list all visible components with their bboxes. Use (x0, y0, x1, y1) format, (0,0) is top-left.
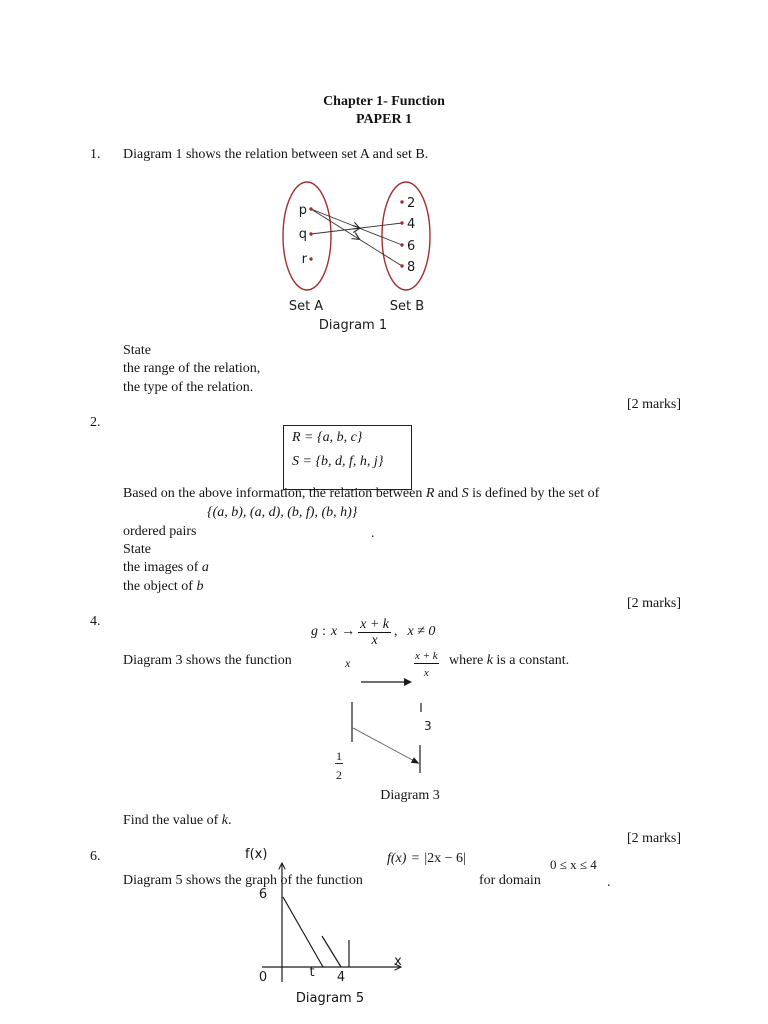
set-a-point (309, 232, 312, 235)
sets-box (283, 425, 412, 490)
question-text: . (227, 813, 232, 828)
relation-arrow-p-6 (311, 209, 402, 245)
diagram-3-caption: Diagram 3 (380, 788, 440, 803)
question-2-part (123, 579, 203, 595)
ordered-pairs-label: ordered pairs (123, 524, 197, 539)
x-tick-label: t (309, 965, 315, 980)
function-variable: x (330, 624, 338, 639)
question-variable: k (221, 813, 228, 828)
question-4-prompt: Diagram 3 shows the function (123, 653, 292, 668)
question-4-number: 4. (90, 614, 101, 629)
function-definition (311, 612, 435, 652)
diagram-5-graph (250, 858, 410, 986)
x-tick-label: 4 (336, 970, 346, 985)
question-2-part (123, 560, 209, 576)
set-a-point (309, 257, 312, 260)
statement-text: and (434, 486, 462, 501)
set-s-symbol: S (461, 486, 469, 501)
question-1-instruction: State (123, 343, 151, 358)
fraction-numerator: x + k (415, 650, 438, 662)
diagram-1 (270, 175, 440, 335)
set-b-ellipse (382, 182, 430, 290)
set-r-symbol: R (425, 486, 435, 501)
object-numerator: 1 (336, 749, 342, 763)
set-a-element: p (298, 203, 307, 218)
constant-variable: k (486, 653, 493, 668)
function-colon: : (322, 624, 326, 639)
diagram-5-caption: Diagram 5 (295, 991, 365, 1006)
domain-inequality: 0 ≤ x ≤ 4 (550, 857, 597, 872)
origin-label: 0 (258, 970, 268, 985)
set-a-element: r (301, 252, 307, 267)
ordered-pairs-set: {(a, b), (a, d), (b, f), (b, h)} (207, 505, 358, 520)
function-separator: , (393, 624, 398, 639)
set-b-point (400, 200, 403, 203)
set-b-point (400, 264, 403, 267)
relation-arrows (311, 209, 402, 266)
tail-text: is a constant. (492, 653, 570, 668)
statement-text: is defined by the set of (468, 486, 600, 501)
object-denominator: 2 (336, 768, 342, 782)
expression-lhs: f(x) (387, 851, 407, 866)
fraction-denominator: x (423, 667, 429, 679)
question-1-number: 1. (90, 147, 101, 162)
question-1-prompt: Diagram 1 shows the relation between set A and set B. (123, 147, 429, 162)
set-a-point (309, 207, 312, 210)
question-2-statement (123, 486, 599, 502)
function-condition: x ≠ 0 (407, 624, 436, 639)
y-tick-label: 6 (258, 887, 268, 902)
diagram-3 (330, 695, 440, 787)
set-s-definition: S = {b, d, f, h, j} (292, 454, 384, 469)
mapping-line (353, 728, 418, 763)
graph-segment-descending (283, 897, 323, 967)
function-name: g (311, 624, 318, 639)
question-1-part: the type of the relation. (123, 380, 254, 395)
question-2-instruction: State (123, 542, 151, 557)
mapping-arrow-icon (358, 676, 414, 688)
set-a-ellipse (283, 182, 331, 290)
question-text: Find the value of (123, 813, 222, 828)
question-4-marks: [2 marks] (626, 831, 681, 846)
question-2-number: 2. (90, 415, 101, 430)
set-r-definition: R = {a, b, c} (292, 430, 363, 445)
image-label: 3 (424, 719, 432, 733)
question-6-period: . (607, 875, 611, 890)
set-a-element: q (298, 227, 307, 242)
question-6-prompt: Diagram 5 shows the graph of the function (123, 873, 363, 888)
function-fraction (358, 617, 391, 648)
tail-text: where (449, 653, 487, 668)
set-a-label: Set A (288, 299, 324, 314)
part-text: the object of (123, 579, 197, 594)
expression-equals: = (411, 851, 420, 866)
set-b-point (400, 243, 403, 246)
question-4-prompt-tail (449, 653, 569, 669)
mapping-input: x (345, 656, 351, 670)
relation-arrow-q-4 (311, 223, 402, 234)
stray-period: . (371, 526, 375, 541)
question-1-part: the range of the relation, (123, 361, 261, 376)
set-b-point (400, 221, 403, 224)
expression-rhs: |2x − 6| (424, 851, 466, 866)
set-b-element: 8 (407, 260, 416, 275)
set-b-element: 4 (407, 217, 416, 232)
page-title: Chapter 1- Function (323, 94, 445, 109)
question-4-question (123, 813, 231, 829)
set-b-element: 2 (407, 196, 416, 211)
question-6-prompt-tail: for domain (479, 873, 541, 888)
part-variable: b (196, 579, 204, 594)
question-1-marks: [2 marks] (626, 397, 681, 412)
paper-label: PAPER 1 (355, 112, 413, 127)
part-variable: a (201, 560, 209, 575)
part-text: the images of (123, 560, 202, 575)
statement-text: Based on the above information, the relation between (123, 486, 426, 501)
set-b-element: 6 (407, 239, 416, 254)
fraction-numerator: x + k (360, 616, 389, 632)
set-b-label: Set B (389, 299, 425, 314)
question-2-marks: [2 marks] (626, 596, 681, 611)
fraction-denominator: x (371, 632, 378, 648)
graph-segment-second (322, 936, 341, 967)
graph-y-axis-label: f(x) (245, 847, 268, 862)
x-axis-label: x (394, 954, 402, 969)
maps-to-arrow: → (341, 624, 356, 639)
relation-arrow-p-8 (311, 209, 402, 266)
diagram-1-caption: Diagram 1 (318, 318, 388, 333)
mapping-output-fraction (414, 650, 439, 679)
question-6-number: 6. (90, 849, 101, 864)
